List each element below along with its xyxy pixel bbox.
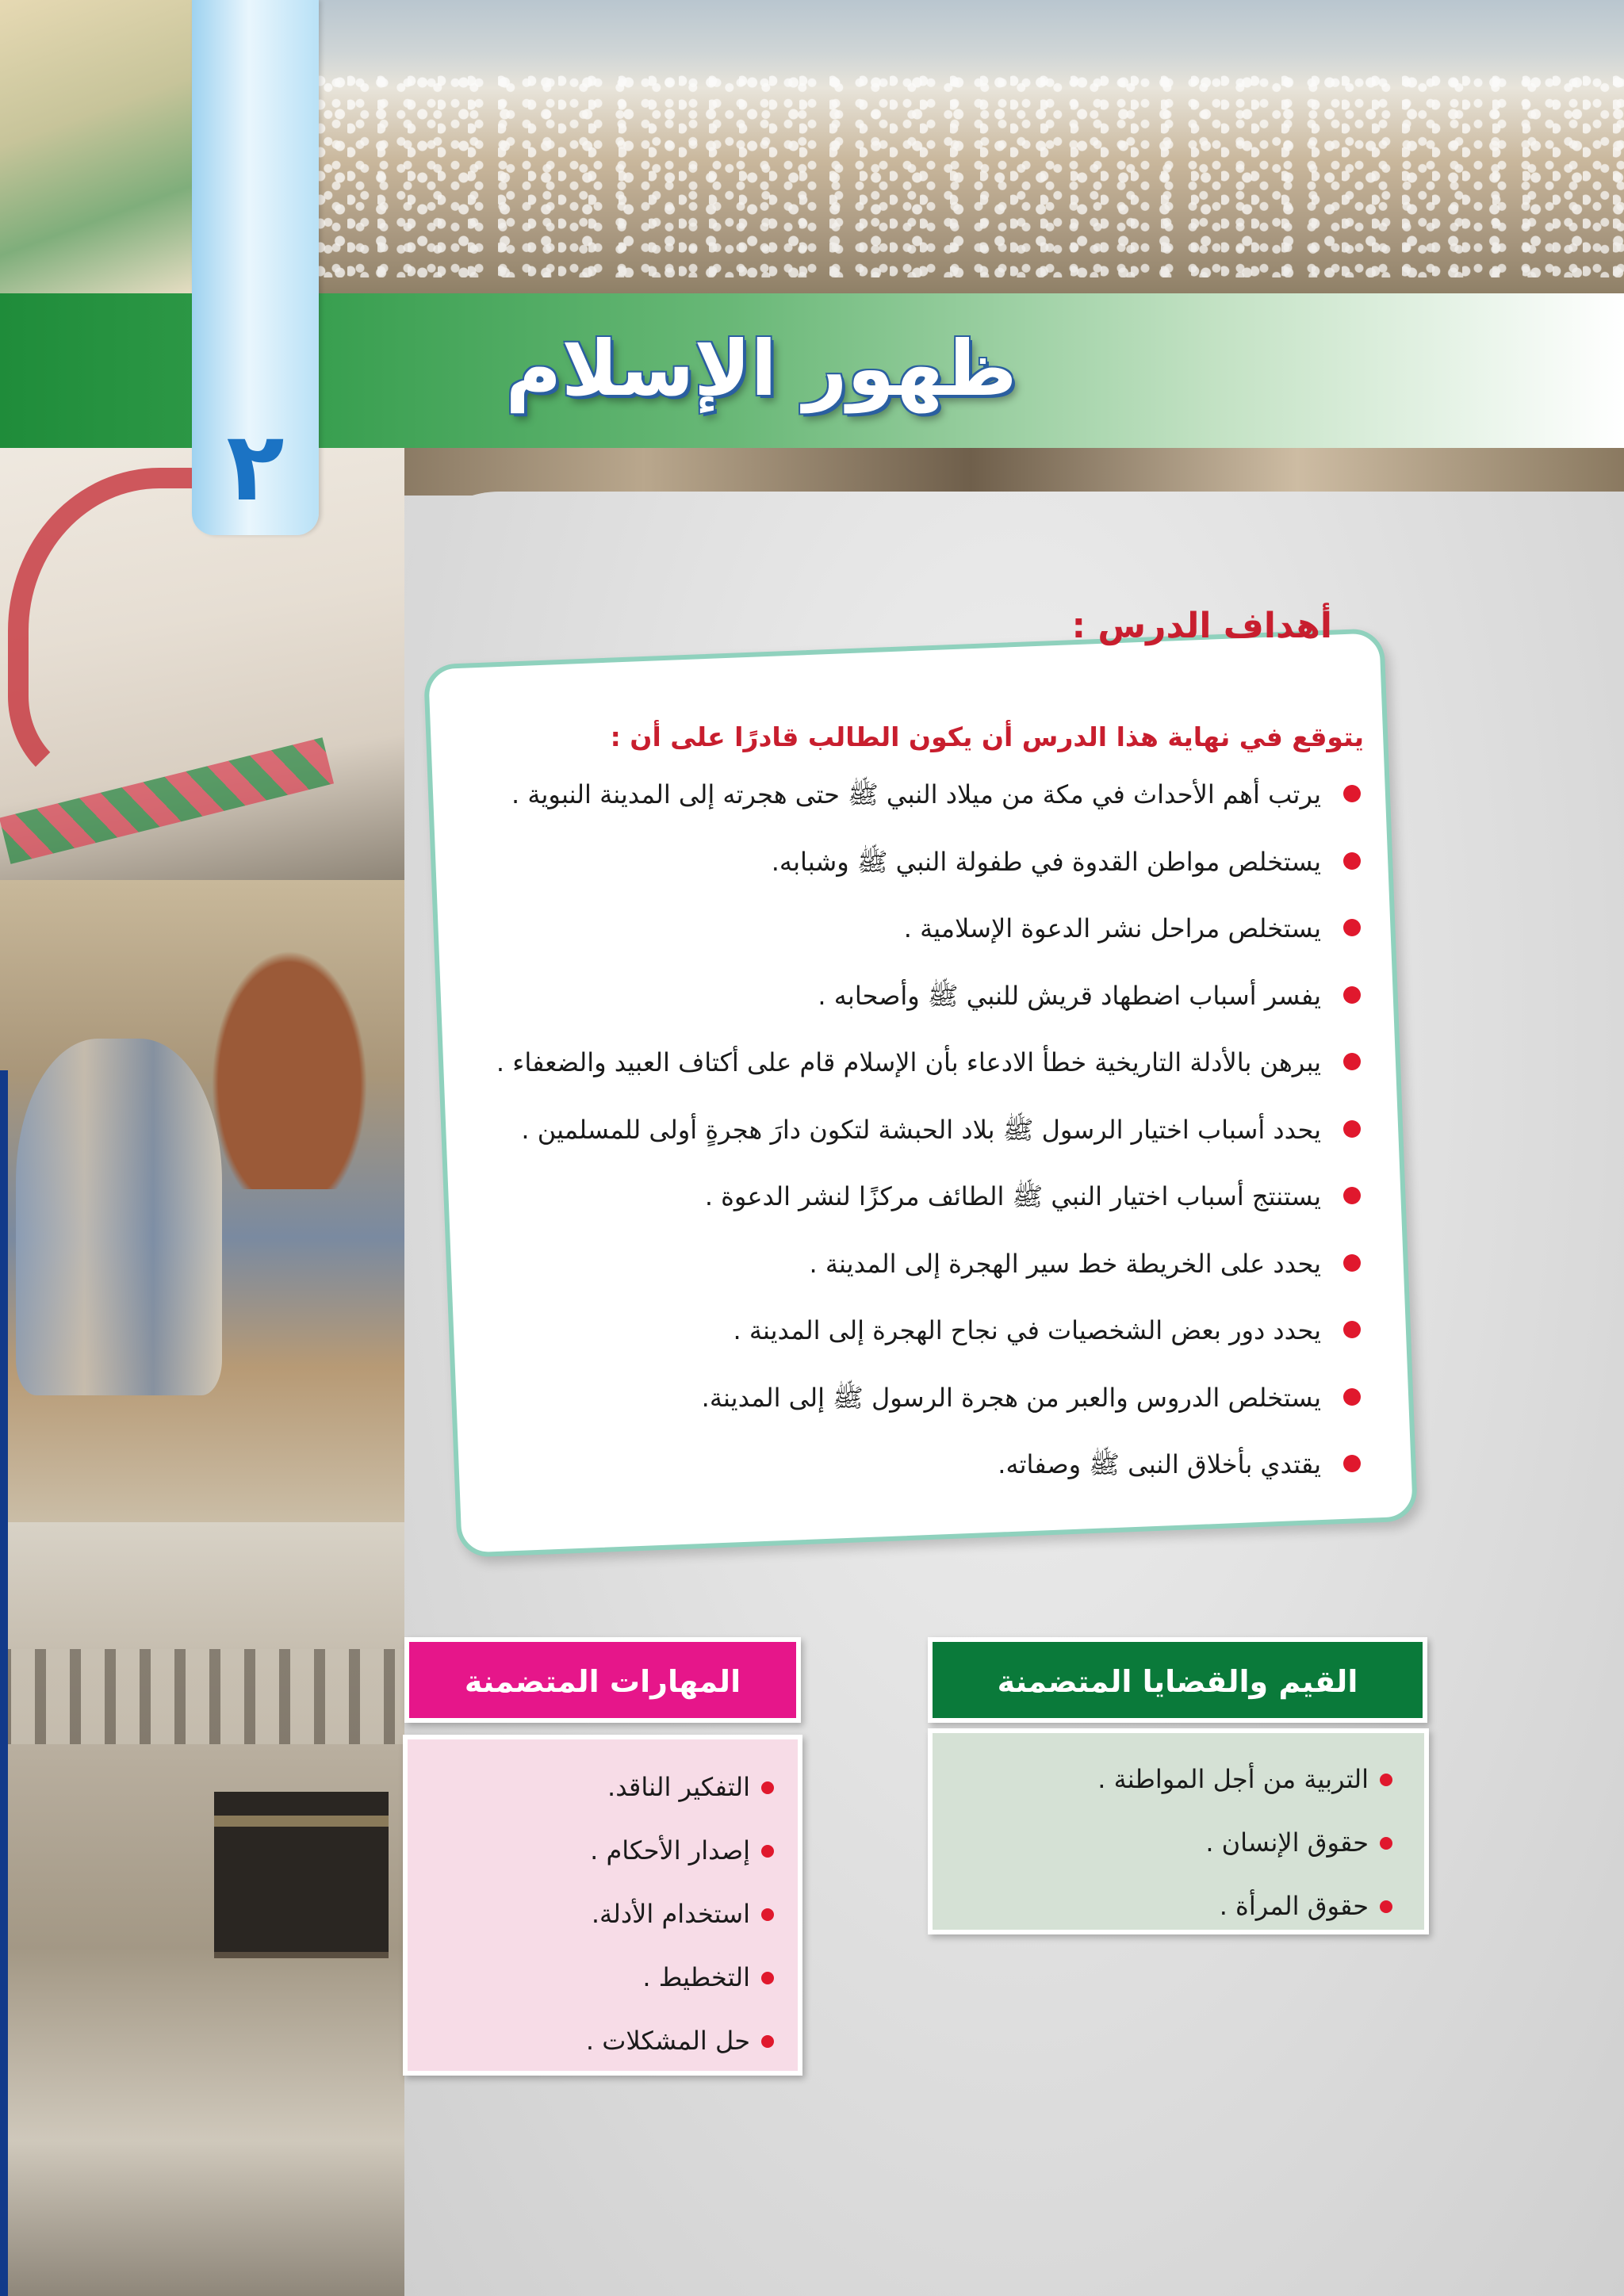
- bullet-icon: [1343, 1254, 1361, 1272]
- objective-text: يفسر أسباب اضطهاد قريش للنبي ﷺ وأصحابه .: [818, 980, 1321, 1011]
- list-item: [444, 828, 1364, 896]
- objective-text: يبرهن بالأدلة التاريخية خطأ الادعاء بأن الإسلام قام على أكتاف العبيد والضعفاء .: [496, 1047, 1321, 1077]
- values-box: [928, 1728, 1429, 1934]
- objectives-intro: يتوقع في نهاية هذا الدرس أن يكون الطالب قادرًا على أن :: [610, 721, 1364, 752]
- list-item: [444, 895, 1364, 962]
- list-item: [408, 1946, 774, 2009]
- bullet-icon: [1343, 852, 1361, 870]
- bullet-icon: [1343, 986, 1361, 1004]
- value-text: التربية من أجل المواطنة .: [1097, 1764, 1369, 1794]
- bullet-icon: [761, 1781, 774, 1794]
- bullet-icon: [761, 1908, 774, 1921]
- pilgrims-crowd-image: [317, 71, 1624, 277]
- objective-text: يحدد دور بعض الشخصيات في نجاح الهجرة إلى المدينة .: [733, 1315, 1321, 1345]
- list-item: [444, 1230, 1364, 1298]
- list-item: [408, 1819, 774, 1882]
- pilgrims-photo-strip: [317, 448, 1624, 496]
- list-item: [933, 1811, 1392, 1874]
- left-edge-stripe: [0, 1070, 8, 2296]
- list-item: [444, 1163, 1364, 1230]
- objective-text: يستخلص مواطن القدوة في طفولة النبي ﷺ وشبابه.: [771, 846, 1321, 877]
- objective-text: يرتب أهم الأحداث في مكة من ميلاد النبي ﷺ حتى هجرته إلى المدينة النبوية .: [511, 779, 1321, 809]
- hajj-photo-banner: [317, 0, 1624, 293]
- skill-text: حل المشكلات .: [585, 2026, 750, 2056]
- objective-text: يحدد على الخريطة خط سير الهجرة إلى المدينة .: [809, 1248, 1321, 1279]
- bullet-icon: [761, 2035, 774, 2048]
- skills-heading: المهارات المتضمنة: [404, 1637, 801, 1723]
- skill-text: التفكير الناقد.: [607, 1772, 750, 1802]
- objective-text: يستنتج أسباب اختيار النبي ﷺ الطائف مركزًا لنشر الدعوة .: [704, 1181, 1321, 1211]
- list-item: [408, 1755, 774, 1819]
- values-list: [933, 1747, 1392, 1938]
- bullet-icon: [1343, 919, 1361, 936]
- objectives-content: [444, 714, 1364, 1498]
- list-item: [933, 1747, 1392, 1811]
- list-item: [444, 1431, 1364, 1498]
- skills-list: [408, 1755, 774, 2072]
- bullet-icon: [1380, 1837, 1392, 1850]
- list-item: [408, 2009, 774, 2072]
- list-item: [444, 1297, 1364, 1364]
- bullet-icon: [1343, 1455, 1361, 1472]
- skills-box: [403, 1735, 802, 2076]
- list-item: [444, 1364, 1364, 1432]
- bullet-icon: [1343, 1053, 1361, 1070]
- objective-text: يحدد أسباب اختيار الرسول ﷺ بلاد الحبشة لتكون دارَ هجرةٍ أولى للمسلمين .: [521, 1114, 1321, 1145]
- skill-text: التخطيط .: [642, 1962, 750, 1992]
- skill-text: إصدار الأحكام .: [590, 1835, 750, 1866]
- bullet-icon: [1343, 1187, 1361, 1204]
- bullet-icon: [1343, 1321, 1361, 1338]
- list-item: [933, 1874, 1392, 1938]
- lesson-number: ٢: [226, 412, 285, 522]
- list-item: [444, 761, 1364, 828]
- list-item: [444, 1096, 1364, 1164]
- bullet-icon: [1343, 785, 1361, 802]
- objective-text: يستخلص مراحل نشر الدعوة الإسلامية .: [903, 913, 1321, 943]
- list-item: [408, 1882, 774, 1946]
- bullet-icon: [761, 1972, 774, 1984]
- calligraphy-image: [0, 0, 198, 293]
- bullet-icon: [761, 1845, 774, 1858]
- objectives-heading: أهداف الدرس :: [1071, 606, 1332, 646]
- list-item: [444, 962, 1364, 1030]
- objective-text: يستخلص الدروس والعبر من هجرة الرسول ﷺ إلى المدينة.: [701, 1382, 1321, 1413]
- bullet-icon: [1380, 1900, 1392, 1913]
- lesson-title: ظهور الإسلام: [505, 324, 1017, 413]
- historic-rider-painting: [0, 880, 404, 1530]
- old-mecca-kaaba-photo: [0, 1522, 404, 2296]
- bullet-icon: [1380, 1774, 1392, 1786]
- skill-text: استخدام الأدلة.: [591, 1899, 750, 1929]
- objective-text: يقتدي بأخلاق النبى ﷺ وصفاته.: [998, 1449, 1321, 1479]
- bullet-icon: [1343, 1388, 1361, 1406]
- objectives-list: [444, 761, 1364, 1498]
- values-heading: القيم والقضايا المتضمنة: [928, 1637, 1427, 1723]
- list-item: [444, 1029, 1364, 1096]
- value-text: حقوق الإنسان .: [1205, 1827, 1369, 1858]
- value-text: حقوق المرأة .: [1219, 1891, 1369, 1921]
- bullet-icon: [1343, 1120, 1361, 1138]
